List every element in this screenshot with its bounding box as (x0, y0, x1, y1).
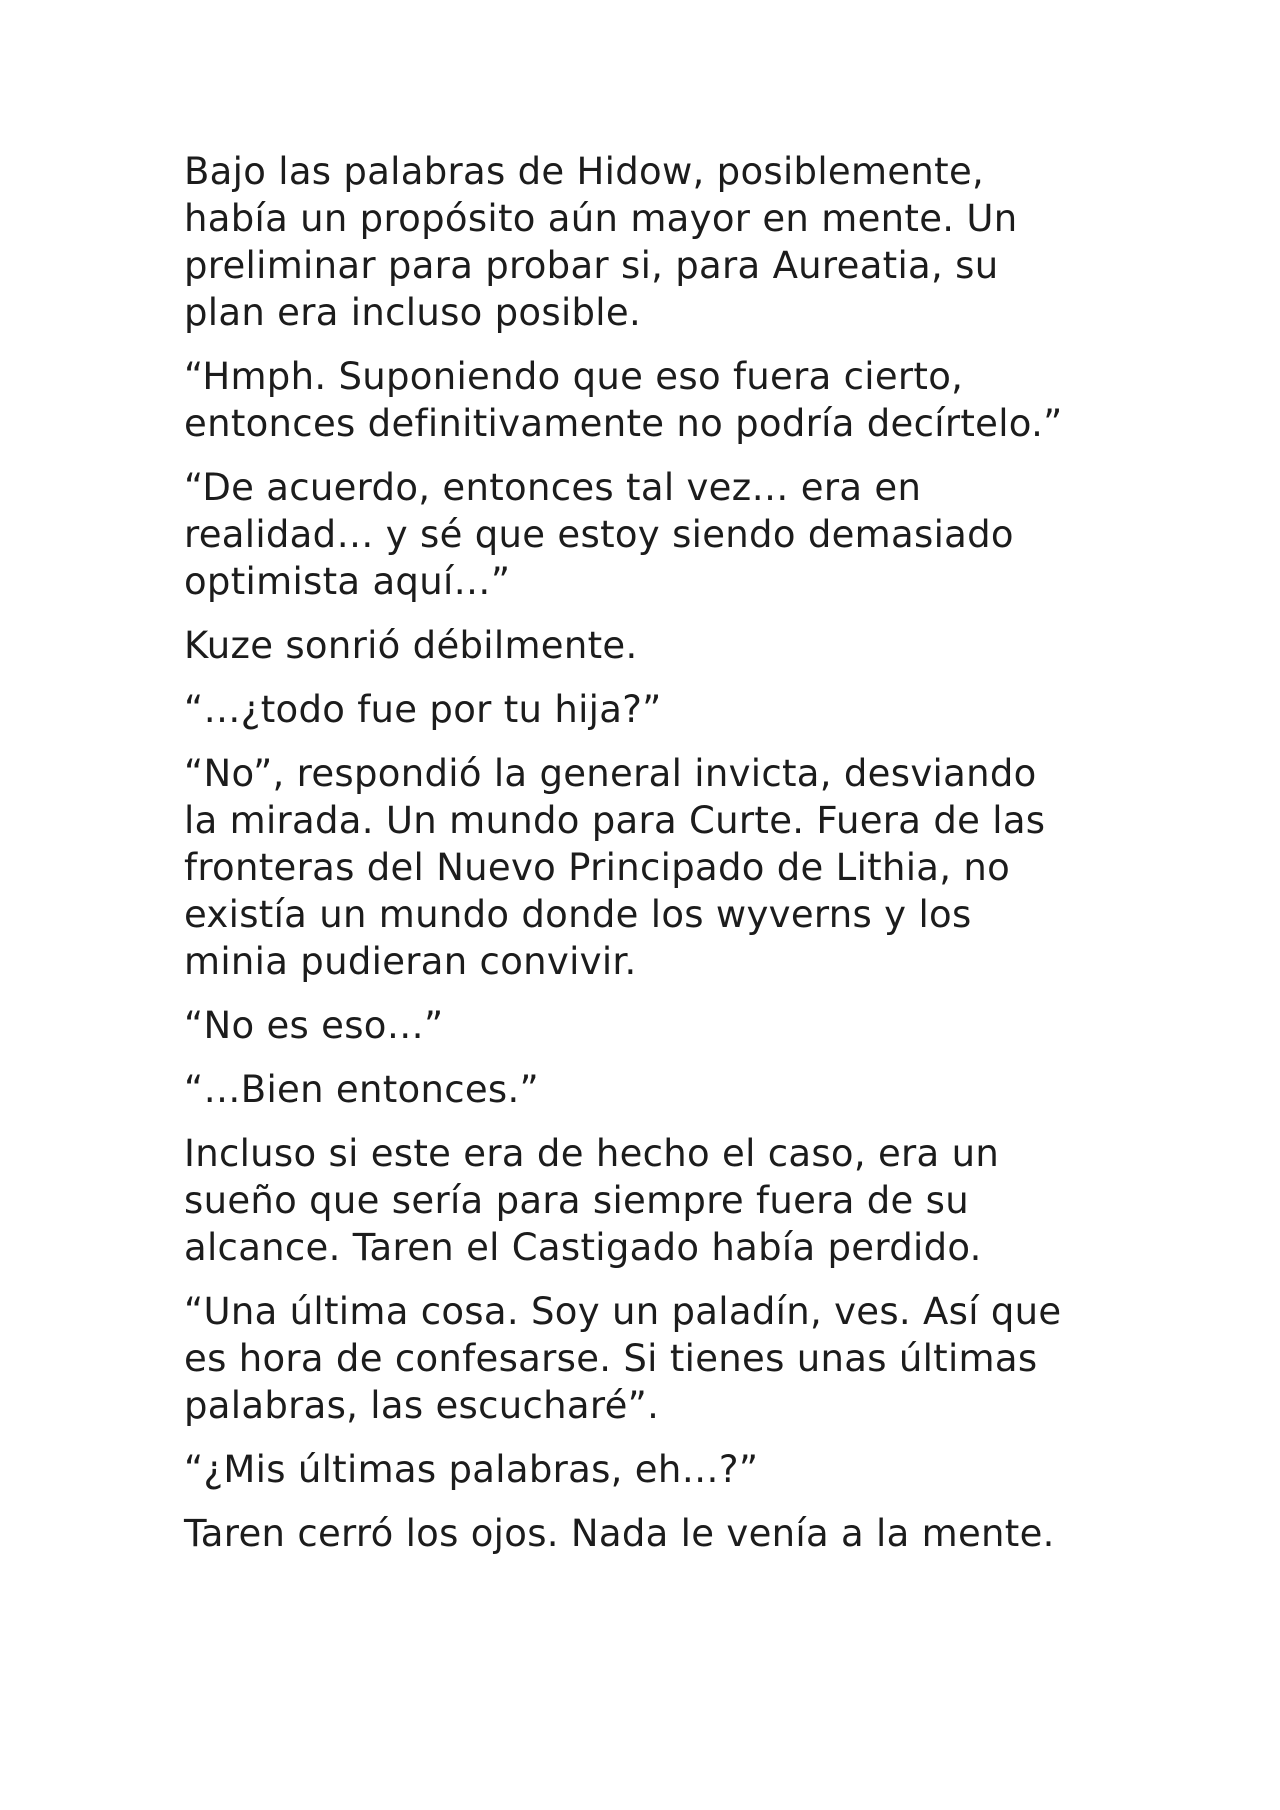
paragraph-7: “No es eso…” (184, 1004, 444, 1047)
paragraph-4: Kuze sonrió débilmente. (184, 624, 638, 667)
paragraph-2: “Hmph. Suponiendo que eso fuera cierto, entonces definitivamente no podría decírtelo.” (184, 355, 1063, 445)
paragraph-10: “Una última cosa. Soy un paladín, ves. Así que es hora de confesarse. Si tienes unas últimas palabras, las escucharé”. (184, 1290, 1062, 1427)
paragraph-5: “…¿todo fue por tu hija?” (184, 688, 662, 731)
body-text (184, 148, 1124, 1574)
paragraph-8: “…Bien entonces.” (184, 1068, 540, 1111)
paragraph-12: Taren cerró los ojos. Nada le venía a la mente. (184, 1512, 1055, 1555)
paragraph-9: Incluso si este era de hecho el caso, era un sueño que sería para siempre fuera de su alcance. Taren el Castigado había perdido. (184, 1132, 1000, 1269)
paragraph-11: “¿Mis últimas palabras, eh…?” (184, 1448, 759, 1491)
paragraph-6: “No”, respondió la general invicta, desviando la mirada. Un mundo para Curte. Fuera de las fronteras del Nuevo Principado de Lithia, no existía un mundo donde los wyverns y los minia pudieran convivir. (184, 752, 1046, 983)
paragraph-1: Bajo las palabras de Hidow, posiblemente, había un propósito aún mayor en mente. Un preliminar para probar si, para Aureatia, su plan era incluso posible. (184, 150, 1018, 334)
paragraph-3: “De acuerdo, entonces tal vez… era en realidad… y sé que estoy siendo demasiado optimista aquí…” (184, 466, 1014, 603)
